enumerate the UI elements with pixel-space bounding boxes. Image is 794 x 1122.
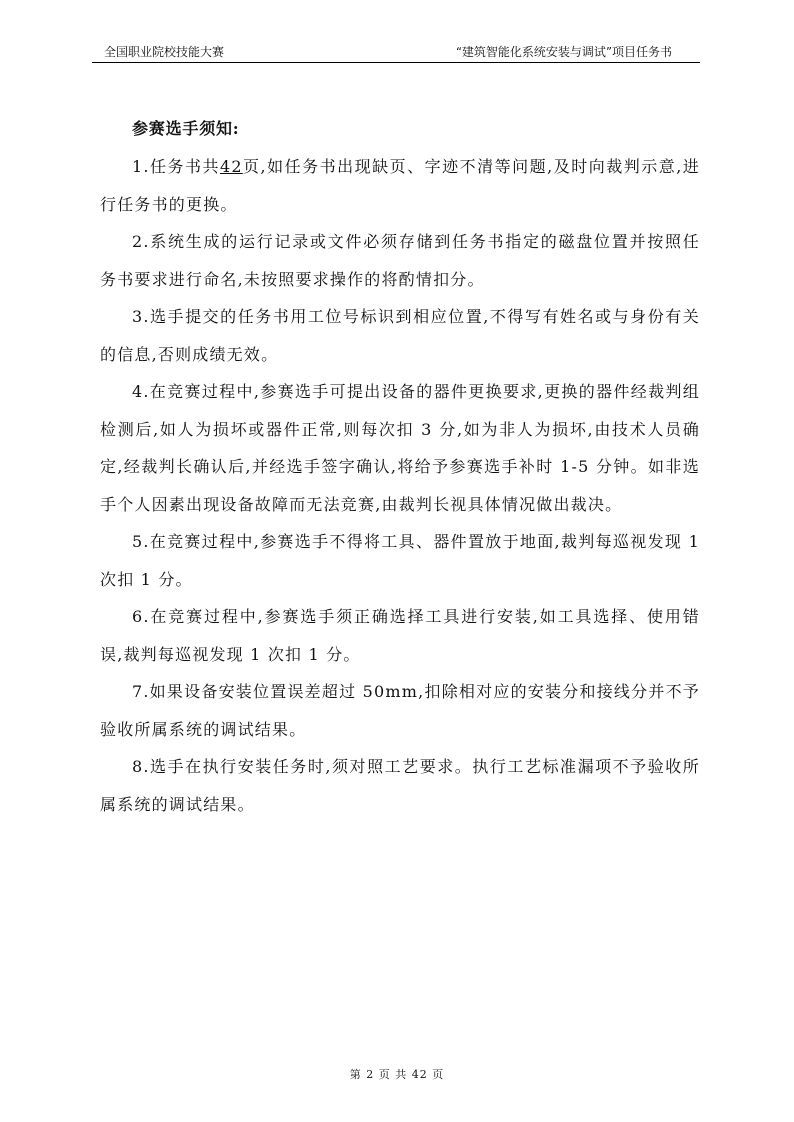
notice-title: 参赛选手须知: xyxy=(132,119,240,138)
page-count: 42 xyxy=(219,157,243,176)
notice-item-2: 2.系统生成的运行记录或文件必须存储到任务书指定的磁盘位置并按照任务书要求进行命名,未按照要求操作的将酌情扣分。 xyxy=(100,232,700,289)
notice-item-1 xyxy=(100,148,700,223)
notice-section xyxy=(100,110,700,823)
notice-item-1-prefix: 1.任务书共 xyxy=(132,157,220,176)
header-document-title: “建筑智能化系统安装与调试”项目任务书 xyxy=(455,45,672,59)
notice-item-6: 6.在竞赛过程中,参赛选手须正确选择工具进行安装,如工具选择、使用错误,裁判每巡视发现 1 次扣 1 分。 xyxy=(100,607,700,664)
notice-item-7: 7.如果设备安装位置误差超过 50mm,扣除相对应的安装分和接线分并不予验收所属系统的调试结果。 xyxy=(100,682,700,739)
notice-item-4: 4.在竞赛过程中,参赛选手可提出设备的器件更换要求,更换的器件经裁判组检测后,如人为损坏或器件正常,则每次扣 3 分,如为非人为损坏,由技术人员确定,经裁判长确认后,并经选手签字确认,将给予参赛选手补时 1-5 分钟。如非选手个人因素出现设备故障而无法竞赛,由裁判长视具体情况做出裁决。 xyxy=(100,382,700,514)
page-header xyxy=(92,42,700,63)
notice-item-3: 3.选手提交的任务书用工位号标识到相应位置,不得写有姓名或与身份有关的信息,否则成绩无效。 xyxy=(100,307,700,364)
notice-item-1-suffix: 页,如任务书出现缺页、字迹不清等问题,及时向裁判示意,进行任务书的更换。 xyxy=(100,157,700,214)
notice-item-8: 8.选手在执行安装任务时,须对照工艺要求。执行工艺标准漏项不予验收所属系统的调试结果。 xyxy=(100,757,700,814)
notice-item-5: 5.在竞赛过程中,参赛选手不得将工具、器件置放于地面,裁判每巡视发现 1 次扣 1 分。 xyxy=(100,532,700,589)
header-competition-name: 全国职业院校技能大赛 xyxy=(104,45,225,59)
page-number: 第 2 页 共 42 页 xyxy=(349,1068,445,1081)
